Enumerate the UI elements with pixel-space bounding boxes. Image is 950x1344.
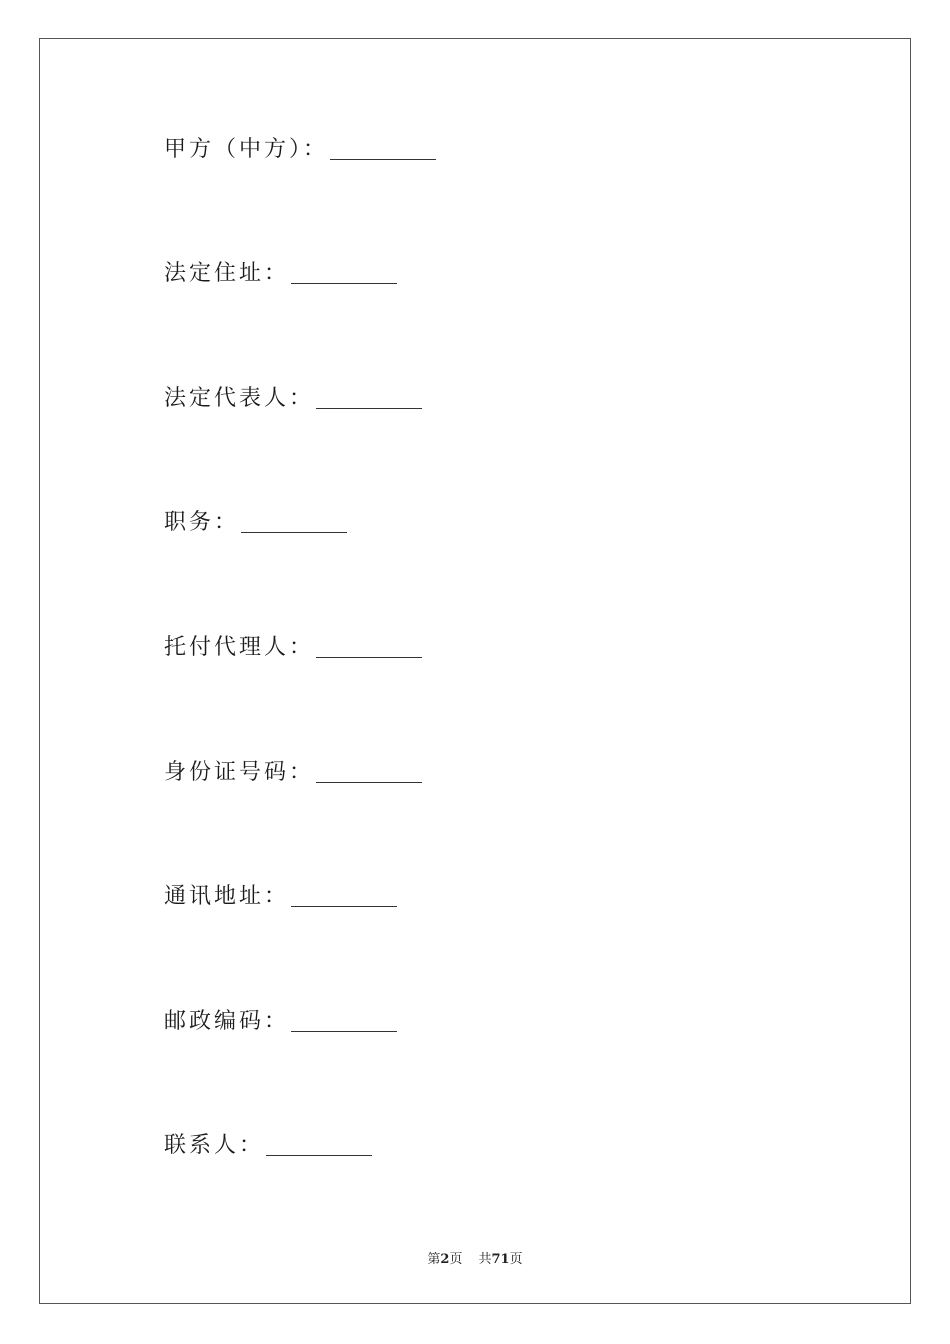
legal-representative-blank[interactable] — [316, 407, 422, 409]
authorized-agent-label: 托付代理人： — [164, 635, 315, 660]
postal-code-row — [164, 1006, 397, 1036]
legal-address-label: 法定住址： — [164, 261, 290, 286]
position-row — [164, 507, 347, 537]
party-a-row — [164, 134, 436, 164]
authorized-agent-blank[interactable] — [316, 656, 422, 658]
page-prefix: 第 — [427, 1252, 441, 1267]
legal-address-blank[interactable] — [291, 282, 397, 284]
authorized-agent-row — [164, 632, 422, 662]
party-a-blank[interactable] — [330, 158, 436, 160]
page-suffix: 页 — [449, 1252, 463, 1267]
contact-person-label: 联系人： — [164, 1133, 265, 1158]
legal-representative-row — [164, 383, 422, 413]
id-number-blank[interactable] — [316, 781, 422, 783]
mailing-address-blank[interactable] — [291, 905, 397, 907]
total-pages: 71 — [491, 1252, 510, 1267]
page-footer — [0, 1248, 950, 1267]
mailing-address-label: 通讯地址： — [164, 884, 290, 909]
legal-representative-label: 法定代表人： — [164, 386, 315, 411]
legal-address-row — [164, 258, 397, 288]
page-number: 2 — [440, 1252, 450, 1267]
total-prefix: 共 — [478, 1252, 492, 1267]
position-blank[interactable] — [241, 531, 347, 533]
page-border — [39, 38, 911, 1304]
mailing-address-row — [164, 881, 397, 911]
party-a-label: 甲方（中方）： — [164, 137, 329, 162]
position-label: 职务： — [164, 510, 240, 535]
contact-person-row — [164, 1130, 372, 1160]
postal-code-label: 邮政编码： — [164, 1009, 290, 1034]
total-suffix: 页 — [509, 1252, 523, 1267]
contact-person-blank[interactable] — [266, 1154, 372, 1156]
postal-code-blank[interactable] — [291, 1030, 397, 1032]
id-number-row — [164, 757, 422, 787]
id-number-label: 身份证号码： — [164, 760, 315, 785]
